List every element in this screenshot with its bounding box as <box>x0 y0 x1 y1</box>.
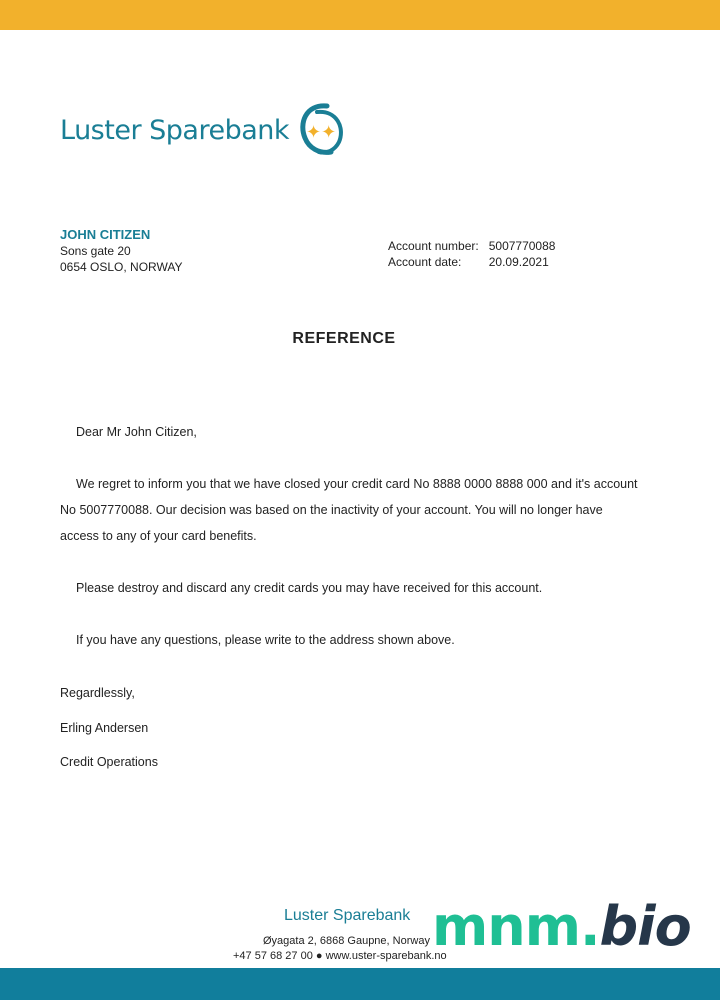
recipient-city: 0654 OSLO, NORWAY <box>60 260 183 274</box>
recipient-address <box>60 227 183 275</box>
recipient-street: Sons gate 20 <box>60 244 131 258</box>
footer-contact: +47 57 68 27 00 ● www.uster-sparebank.no <box>233 950 447 962</box>
bank-logo <box>60 102 345 158</box>
paragraph-1: We regret to inform you that we have closed your credit card No 8888 0000 8888 000 and it's account No 5007770088. Our decision was based on the inactivity of your account. You will no longer have access to any of your card benefits. <box>60 477 638 543</box>
account-number: 5007770088 <box>488 239 556 253</box>
footer-bank-name: Luster Sparebank <box>284 907 411 924</box>
account-date-label: Account date: <box>388 255 462 269</box>
paragraph-2: Please destroy and discard any credit cards you may have received for this account. <box>76 581 543 595</box>
account-number-label: Account number: <box>388 239 479 253</box>
recipient-name: JOHN CITIZEN <box>60 227 151 242</box>
watermark <box>432 895 691 958</box>
closing: Regardlessly, <box>60 686 135 700</box>
top-accent-bar <box>0 0 720 30</box>
signer-name: Erling Andersen <box>60 721 149 735</box>
account-date: 20.09.2021 <box>488 255 549 269</box>
department: Credit Operations <box>60 755 158 769</box>
bottom-accent-bar <box>0 968 720 1000</box>
logo-text: Luster Sparebank <box>60 114 290 146</box>
account-info <box>388 238 565 270</box>
logo-emblem-icon <box>297 102 345 158</box>
svg-text:✦✦: ✦✦ <box>306 122 337 143</box>
watermark-part-1: mnm. <box>432 895 600 958</box>
paragraph-3: If you have any questions, please write to the address shown above. <box>76 633 455 647</box>
greeting: Dear Mr John Citizen, <box>76 425 197 439</box>
letter-title: REFERENCE <box>292 330 396 347</box>
watermark-part-2: bio <box>599 895 691 958</box>
footer-address: Øyagata 2, 6868 Gaupne, Norway <box>263 935 430 947</box>
